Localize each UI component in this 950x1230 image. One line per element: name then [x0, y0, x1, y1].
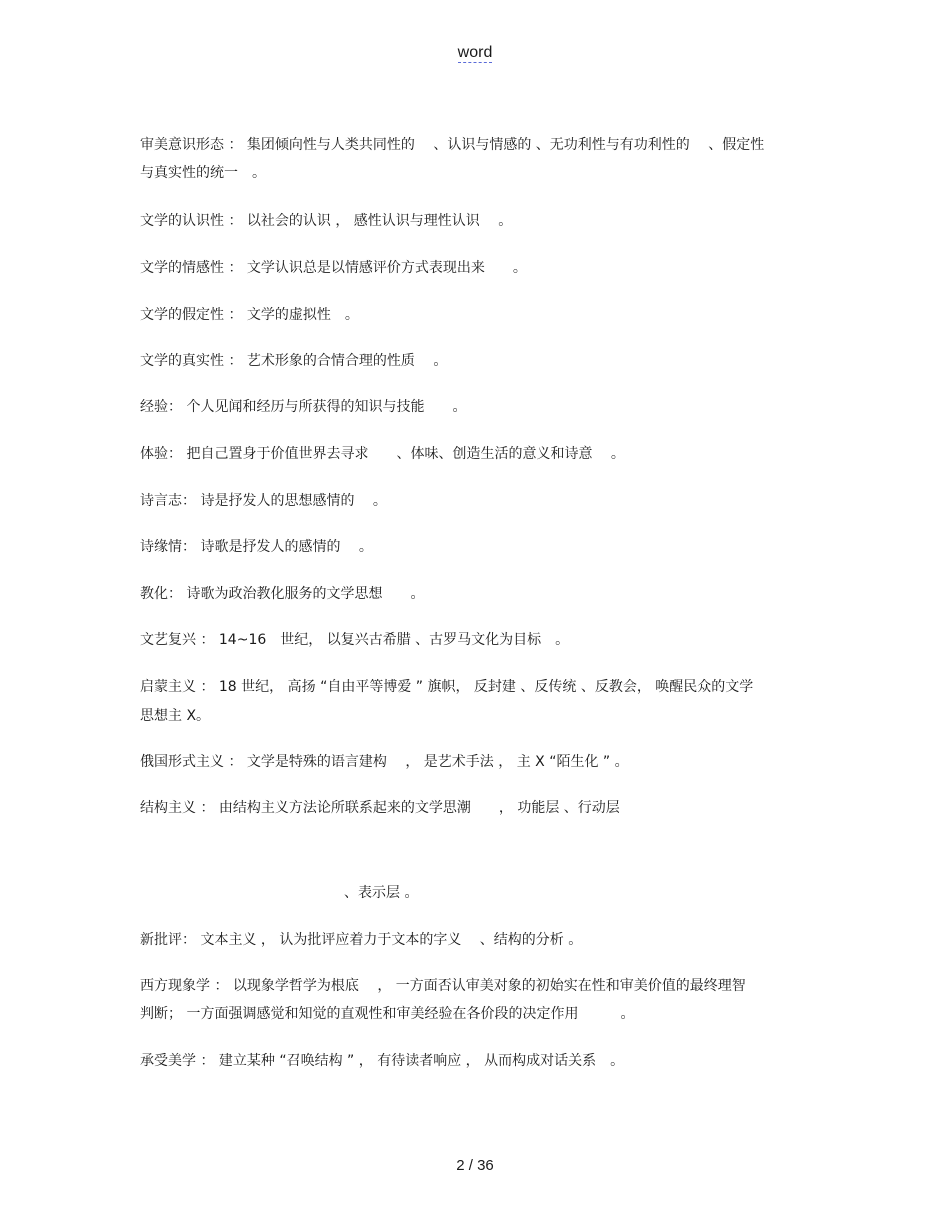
paragraph-line: 审美意识形态 ： 集团倾向性与人类共同性的 、认识与情感的 、无功利性与有功利性的 、假定性	[140, 137, 765, 153]
header-title: word	[457, 44, 493, 61]
paragraph-line: 俄国形式主义 ： 文学是特殊的语言建构 ， 是艺术手法 ， 主 X “陌生化 ” 。	[140, 754, 629, 770]
paragraph-line: 、表示层 。	[344, 885, 419, 901]
page-number: 2 / 36	[456, 1157, 494, 1174]
paragraph-line: 判断； 一方面强调感觉和知觉的直观性和审美经验在各价段的决定作用 。	[140, 1006, 635, 1022]
paragraph-line: 西方现象学 ： 以现象学哲学为根底 ， 一方面否认审美对象的初始实在性和审美价值的最终理智	[140, 978, 746, 994]
paragraph-line: 文学的假定性 ： 文学的虚拟性 。	[140, 307, 359, 323]
paragraph-line: 结构主义 ： 由结构主义方法论所联系起来的文学思潮 ， 功能层 、行动层	[140, 800, 620, 816]
paragraph-line: 文学的真实性 ： 艺术形象的合情合理的性质 。	[140, 353, 448, 369]
paragraph-line: 启蒙主义 ： 18 世纪， 高扬 “自由平等博爱 ” 旗帜， 反封建 、反传统 、反教会， 唤醒民众的文学	[140, 679, 754, 695]
paragraph-line: 与真实性的统一 。	[140, 165, 266, 181]
paragraph-line: 诗言志： 诗是抒发人的思想感情的 。	[140, 493, 387, 509]
paragraph-line: 文艺复兴 ： 14~16 世纪， 以复兴古希腊 、古罗马文化为目标 。	[140, 632, 570, 648]
paragraph-line: 体验： 把自己置身于价值世界去寻求 、体味、创造生活的意义和诗意 。	[140, 446, 625, 462]
paragraph-line: 诗缘情： 诗歌是抒发人的感情的 。	[140, 539, 373, 555]
paragraph-line: 文学的认识性 ： 以社会的认识 ， 感性认识与理性认识 。	[140, 213, 513, 229]
page-header	[0, 44, 950, 62]
paragraph-line: 经验： 个人见闻和经历与所获得的知识与技能 。	[140, 399, 467, 415]
paragraph-line: 承受美学 ： 建立某种 “召唤结构 ” ， 有待读者响应 ， 从而构成对话关系 。	[140, 1053, 625, 1069]
paragraph-line: 教化： 诗歌为政治教化服务的文学思想 。	[140, 586, 425, 602]
paragraph-line: 思想主 X。	[140, 708, 211, 724]
paragraph-line: 文学的情感性 ： 文学认识总是以情感评价方式表现出来 。	[140, 260, 527, 276]
paragraph-line: 新批评： 文本主义 ， 认为批评应着力于文本的字义 、结构的分析 。	[140, 932, 583, 948]
